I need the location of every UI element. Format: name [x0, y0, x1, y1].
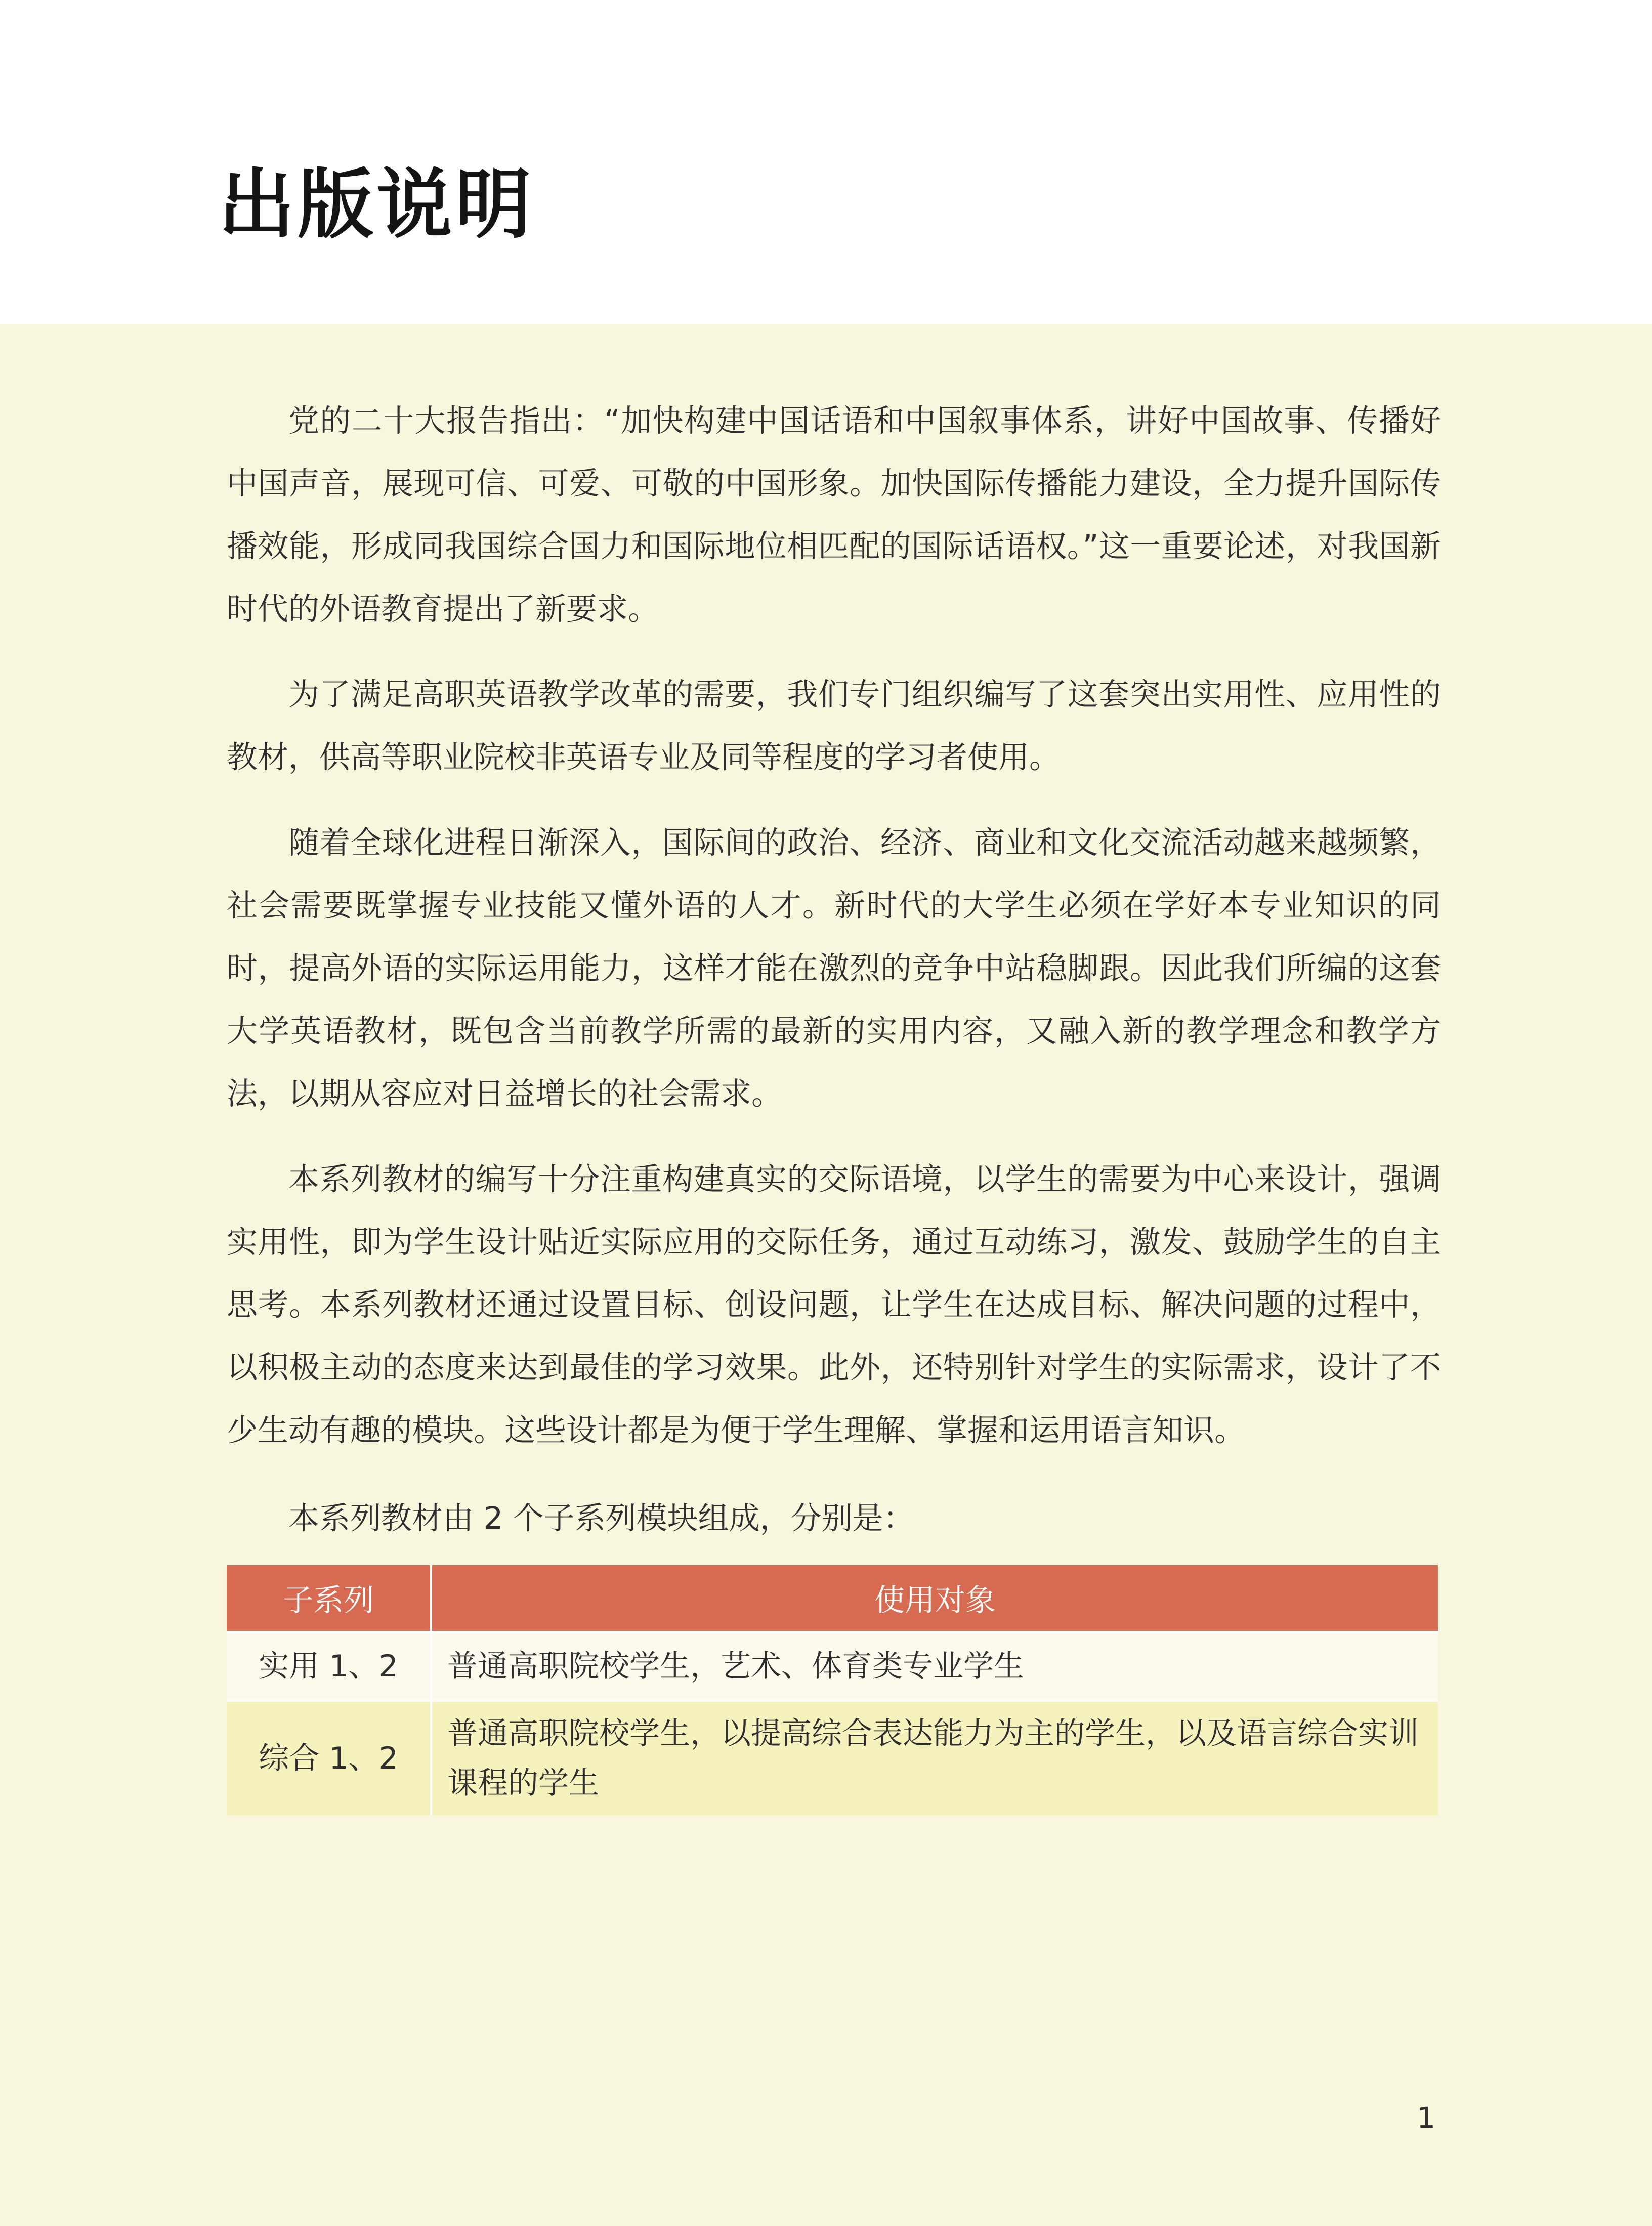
- table-header-row: [227, 1565, 1438, 1632]
- table-cell-users: 普通高职院校学生，艺术、体育类专业学生: [431, 1632, 1438, 1701]
- table-cell-users: 普通高职院校学生，以提高综合表达能力为主的学生，以及语言综合实训课程的学生: [431, 1701, 1438, 1815]
- header-band: [0, 0, 1652, 324]
- table-cell-series: 实用 1、2: [227, 1632, 431, 1701]
- paragraph-3: 随着全球化进程日渐深入，国际间的政治、经济、商业和文化交流活动越来越频繁，社会需要既掌握专业技能又懂外语的人才。新时代的大学生必须在学好本专业知识的同时，提高外语的实际运用能力，这样才能在激烈的竞争中站稳脚跟。因此我们所编的这套大学英语教材，既包含当前教学所需的最新的实用内容，又融入新的教学理念和教学方法，以期从容应对日益增长的社会需求。: [227, 825, 1441, 1112]
- series-table: [227, 1565, 1438, 1815]
- main-content: [227, 390, 1441, 1815]
- paragraph-2: 为了满足高职英语教学改革的需要，我们专门组织编写了这套突出实用性、应用性的教材，供高等职业院校非英语专业及同等程度的学习者使用。: [227, 677, 1441, 775]
- header-sub-series: 子系列: [227, 1565, 431, 1632]
- table-cell-series: 综合 1、2: [227, 1701, 431, 1815]
- header-target-users: 使用对象: [431, 1565, 1438, 1632]
- page-title: 出版说明: [219, 161, 535, 249]
- paragraph-4: 本系列教材的编写十分注重构建真实的交际语境，以学生的需要为中心来设计，强调实用性，即为学生设计贴近实际应用的交际任务，通过互动练习，激发、鼓励学生的自主思考。本系列教材还通过设置目标、创设问题，让学生在达成目标、解决问题的过程中，以积极主动的态度来达到最佳的学习效果。此外，还特别针对学生的实际需求，设计了不少生动有趣的模块。这些设计都是为便于学生理解、掌握和运用语言知识。: [227, 1161, 1441, 1448]
- table-intro: 本系列教材由 2 个子系列模块组成，分别是：: [288, 1500, 914, 1536]
- paragraph-1: 党的二十大报告指出：“加快构建中国话语和中国叙事体系，讲好中国故事、传播好中国声音，展现可信、可爱、可敬的中国形象。加快国际传播能力建设，全力提升国际传播效能，形成同我国综合国力和国际地位相匹配的国际话语权。”这一重要论述，对我国新时代的外语教育提出了新要求。: [227, 403, 1441, 627]
- page-number: 1: [1417, 2101, 1435, 2135]
- table-row: [227, 1632, 1438, 1701]
- table-row: [227, 1701, 1438, 1815]
